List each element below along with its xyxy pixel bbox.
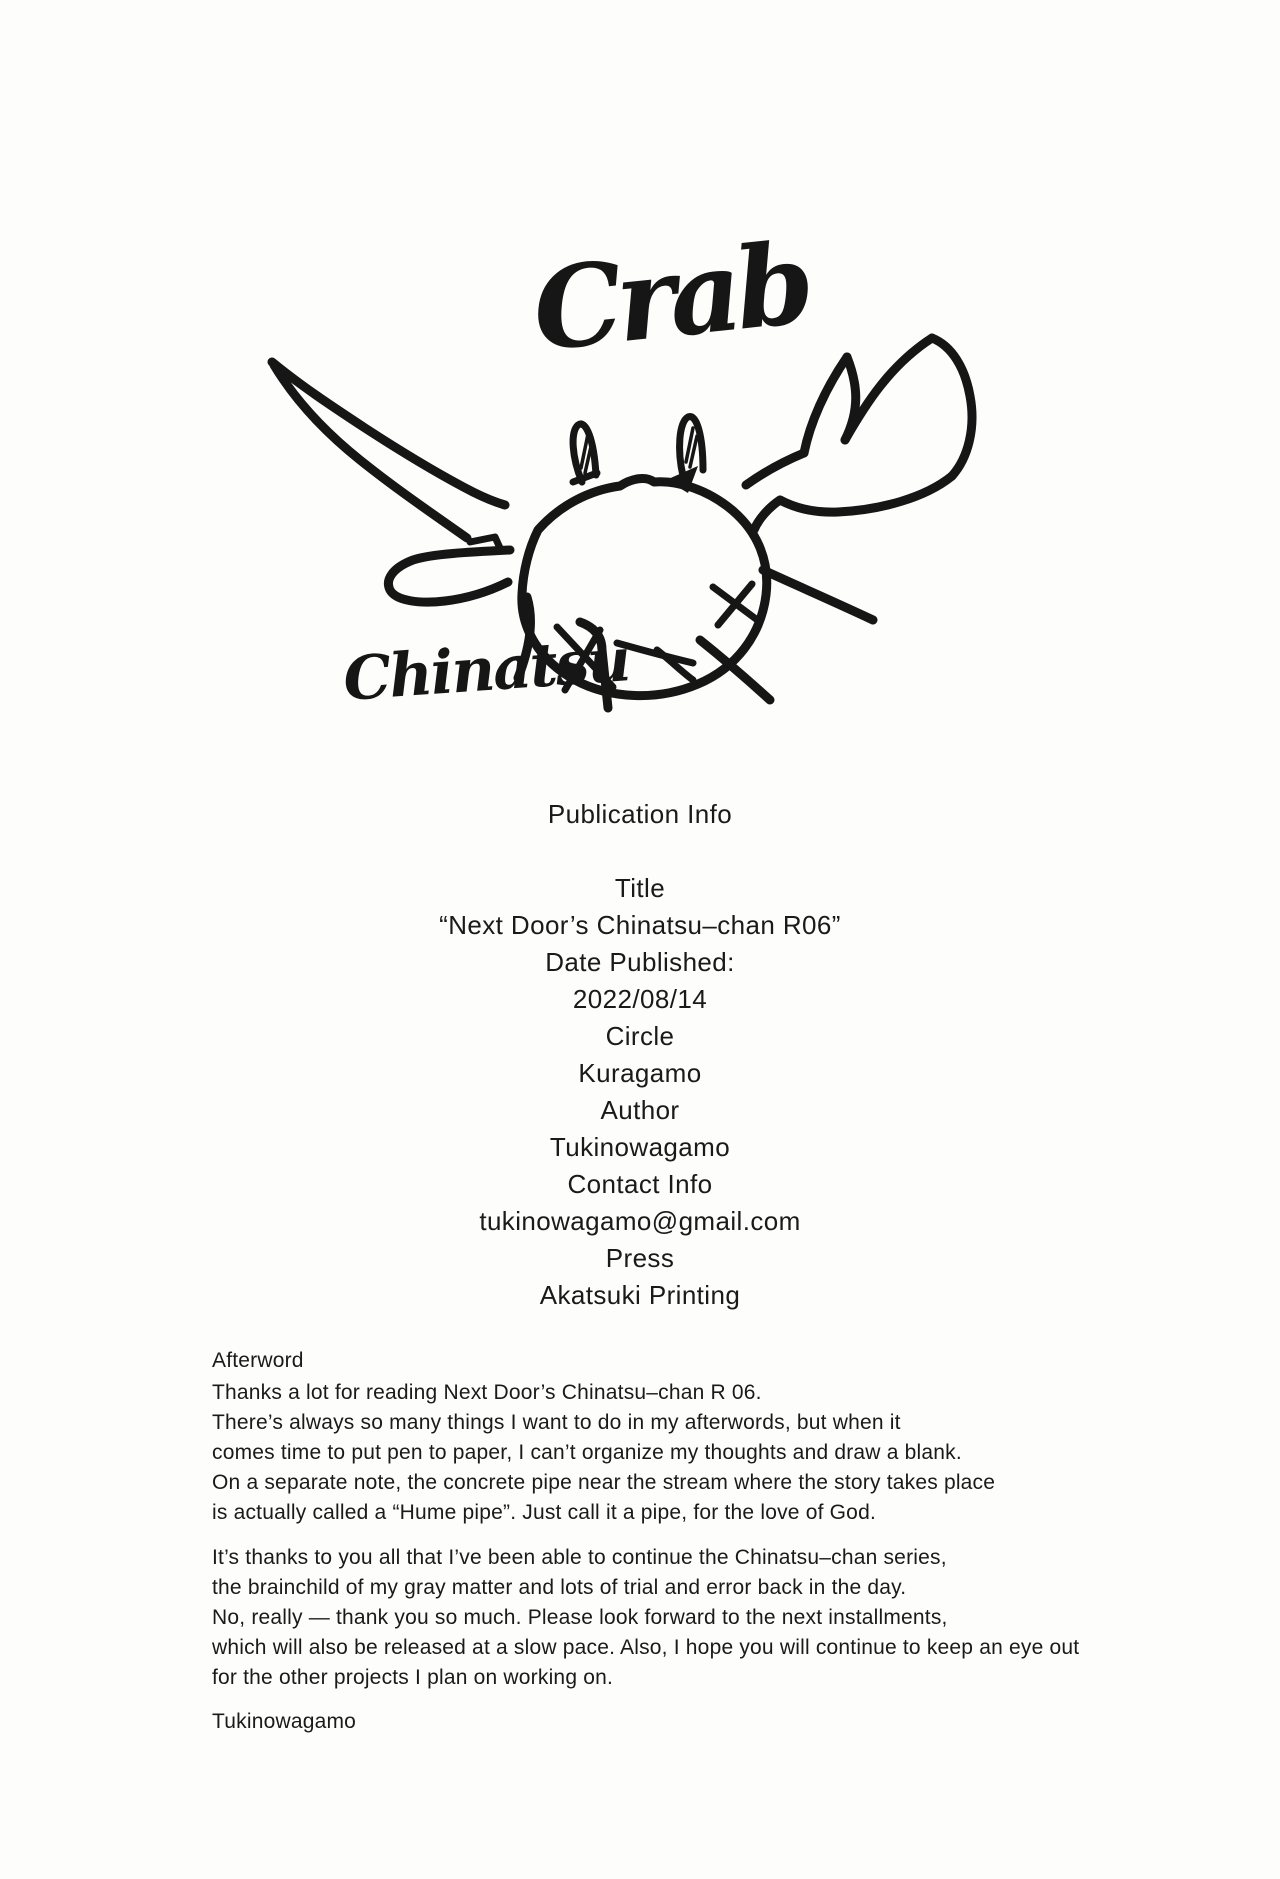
crab-sketch: [255, 170, 985, 810]
pub-value-circle: Kuragamo: [578, 1058, 702, 1088]
artist-signature-lettering: Chinatsu: [341, 625, 632, 715]
pub-value-press: Akatsuki Printing: [539, 1280, 741, 1310]
pub-label-title: Title: [614, 873, 666, 903]
afterword-line: It’s thanks to you all that I’ve been able to continue the Chinatsu–chan series,: [212, 1546, 947, 1569]
pub-label-contact: Contact Info: [567, 1169, 713, 1199]
afterword-line: comes time to put pen to paper, I can’t organize my thoughts and draw a blank.: [212, 1441, 962, 1464]
afterword-signature: Tukinowagamo: [212, 1710, 357, 1733]
afterword-paragraph-2: [212, 1543, 1192, 1693]
pub-value-contact: tukinowagamo@gmail.com: [479, 1206, 801, 1236]
crab-right-claw: [746, 338, 972, 530]
pub-label-date: Date Published:: [545, 947, 735, 977]
pub-label-press: Press: [605, 1243, 675, 1273]
afterword-heading: Afterword: [212, 1349, 304, 1372]
afterword-paragraph-1: [212, 1378, 1192, 1528]
crab-right-eye: [666, 417, 703, 493]
afterword-line: is actually called a “Hume pipe”. Just call it a pipe, for the love of God.: [212, 1501, 876, 1524]
pub-value-author: Tukinowagamo: [549, 1132, 731, 1162]
pub-label-circle: Circle: [605, 1021, 675, 1051]
afterword-line: On a separate note, the concrete pipe near the stream where the story takes place: [212, 1471, 996, 1494]
pub-label-author: Author: [600, 1095, 680, 1125]
crab-title-lettering: Crab: [527, 217, 815, 377]
afterword-line: for the other projects I plan on working on.: [212, 1666, 614, 1689]
afterword-line: Thanks a lot for reading Next Door’s Chinatsu–chan R 06.: [212, 1381, 762, 1404]
afterword-block: [212, 1346, 1192, 1737]
afterword-line: There’s always so many things I want to do in my afterwords, but when it: [212, 1411, 901, 1434]
crab-left-lower-leg: [388, 537, 510, 602]
afterword-line: which will also be released at a slow pace. Also, I hope you will continue to keep an eye out: [212, 1636, 1080, 1659]
crab-left-eye: [573, 424, 597, 482]
publication-info-block: [0, 796, 1280, 1314]
publication-info-heading: Publication Info: [547, 799, 733, 829]
crab-left-upper-leg: [272, 362, 505, 538]
pub-value-date: 2022/08/14: [572, 984, 708, 1014]
afterword-line: the brainchild of my gray matter and lots of trial and error back in the day.: [212, 1576, 907, 1599]
afterword-line: No, really — thank you so much. Please look forward to the next installments,: [212, 1606, 948, 1629]
crab-drawing: [255, 170, 985, 810]
pub-value-title: “Next Door’s Chinatsu–chan R06”: [439, 910, 841, 940]
